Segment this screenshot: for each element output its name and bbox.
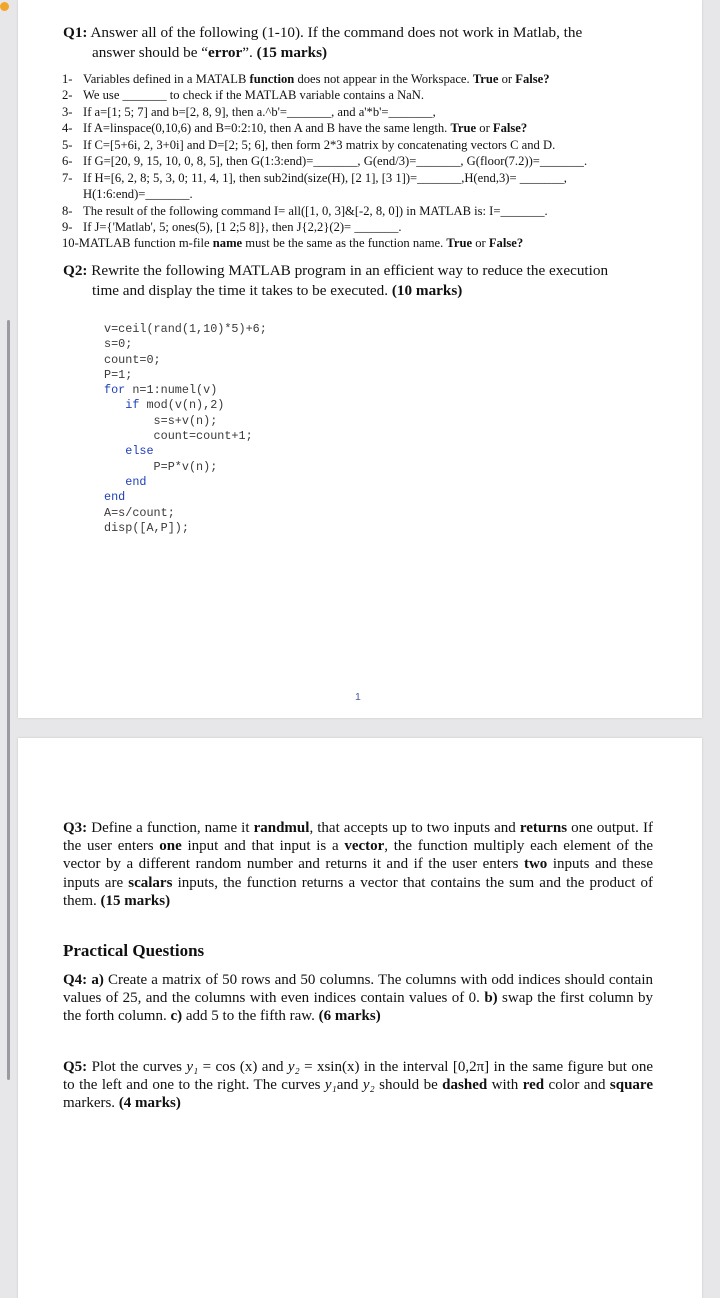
q1-marks: (15 marks) [256, 44, 328, 61]
q4-label: Q4: [63, 972, 88, 988]
item-text: The result of the following command I= all([1, 0, 3]&[-2, 8, 0]) in MATLAB is: I=_______. [83, 204, 548, 218]
q2-line1: Rewrite the following MATLAB program in an efficient way to reduce the execution [91, 262, 609, 279]
q3-text: one output. If the user enters [63, 820, 653, 855]
q3-text: input and that input is a [181, 838, 345, 855]
q1-line2-mid: ”. [242, 44, 257, 61]
code-line [104, 475, 147, 489]
item-number: 4- [62, 121, 73, 135]
code-line: A=s/count; [104, 505, 175, 520]
code-keyword: end [104, 490, 126, 505]
item-text: If C=[5+6i, 2, 3+0i] and D=[2; 5; 6], then form 2*3 matrix by concatenating vectors C and D. [83, 138, 556, 152]
q5-bold: dashed [442, 1077, 488, 1094]
item-text: We use _______ to check if the MATLAB variable contains a NaN. [83, 88, 425, 102]
q1-item-10 [62, 235, 523, 251]
page-number: 1 [355, 691, 361, 703]
q4-part-a: a) [87, 972, 104, 988]
q5-text: markers. [63, 1095, 119, 1112]
item-bold: function [249, 72, 295, 86]
q5-marks: (4 marks) [118, 1095, 181, 1112]
q5-math: y₁ [324, 1077, 337, 1094]
item-text: or [472, 236, 489, 250]
q5-math: = xsin(x) [299, 1059, 360, 1075]
q1-item-7 [62, 170, 567, 186]
q3-text: , that accepts up to two inputs and [309, 820, 520, 836]
item-bold: True [446, 236, 473, 250]
item-bold: False? [488, 236, 524, 250]
code-line: if mod(v(n),2) [125, 398, 225, 413]
q1-item-9 [62, 219, 402, 235]
q5-text: and [257, 1059, 288, 1075]
code-line: P=1; [104, 367, 133, 382]
q5-text: Plot the curves [87, 1059, 187, 1075]
q5-text: color and [544, 1077, 610, 1094]
item-bold: False? [492, 121, 528, 135]
code-line: for n=1:numel(v) [104, 383, 218, 398]
q5-math: y₁ [186, 1059, 199, 1075]
item-bold: True [472, 72, 499, 86]
q3-paragraph [63, 819, 653, 910]
item-text: If a=[1; 5; 7] and b=[2, 8, 9], then a.^b'=_______, and a'*b'=_______, [83, 105, 436, 119]
q1-item-2 [62, 87, 424, 103]
code-line [104, 490, 125, 504]
q4-part-b: b) [484, 990, 498, 1007]
practical-questions-heading: Practical Questions [63, 941, 205, 960]
q2-title [63, 261, 663, 301]
q1-label: Q1: [63, 24, 88, 41]
q5-text: in the same figure but one to the left and one to the right. The curves [63, 1059, 653, 1094]
item-text: Variables defined in a MATALB [83, 72, 250, 86]
q1-item-8 [62, 203, 548, 219]
q5-label: Q5: [63, 1059, 88, 1075]
code-line: disp([A,P]); [104, 520, 189, 535]
code-line: v=ceil(rand(1,10)*5)+6; [104, 322, 267, 336]
item-bold: True [450, 121, 477, 135]
q3-bold: returns [519, 820, 568, 836]
scrollbar[interactable] [7, 320, 10, 1080]
q5-text: with [487, 1077, 523, 1094]
item-number: 5- [62, 138, 73, 152]
q3-bold: one [159, 838, 182, 855]
code-line: P=P*v(n); [104, 459, 218, 474]
q2-marks: (10 marks) [391, 282, 463, 299]
q1-item-6 [62, 153, 587, 169]
q4-part-c: c) [170, 1008, 183, 1025]
item-text: If A=linspace(0,10,6) and B=0:2:10, then A and B have the same length. [83, 121, 451, 135]
item-number: 6- [62, 154, 73, 168]
q5-text: in the interval [359, 1059, 453, 1075]
code-line: count=count+1; [104, 429, 253, 444]
q3-text: inputs, the function returns a vector that contains the sum and the product of them. [63, 874, 653, 909]
q1-item-3 [62, 104, 436, 120]
q1-item-5 [62, 137, 555, 153]
scroll-indicator-dot [0, 2, 9, 11]
q3-marks: (15 marks) [100, 892, 171, 909]
q5-math: y₂ [287, 1059, 300, 1075]
q5-bold: red [522, 1077, 545, 1094]
code-keyword: if [125, 398, 140, 413]
q3-bold: vector [344, 838, 385, 855]
item-number: 3- [62, 105, 73, 119]
item-bold: name [212, 236, 243, 250]
code-line: s=0; [104, 337, 133, 352]
q1-line1: Answer all of the following (1-10). If the command does not work in Matlab, the [90, 24, 583, 41]
q5-bold: square [609, 1077, 653, 1094]
item-number: 8- [62, 204, 73, 218]
item-text: If H=[6, 2, 8; 5, 3, 0; 11, 4, 1], then sub2ind(size(H), [2 1], [3 1])=_______,H(end,3)= _______, [83, 171, 567, 185]
q3-text: Define a function, name it [87, 820, 254, 836]
item-number: 9- [62, 220, 73, 234]
code-line [104, 444, 154, 458]
q5-math: [0,2π] [452, 1059, 490, 1075]
q1-item-4 [62, 120, 527, 136]
q3-text: , the function multiply each element of the vector by a different random number and returns it and if the user enters [63, 838, 654, 873]
q4-paragraph [63, 971, 653, 1026]
item-text: does not appear in the Workspace. [294, 72, 473, 86]
q5-math: = cos (x) [198, 1059, 258, 1075]
item-text: or [498, 72, 516, 86]
code-line: s=s+v(n); [104, 413, 218, 428]
q5-text: should be [374, 1077, 443, 1094]
item-text: MATLAB function m-file [78, 236, 213, 250]
q5-paragraph [63, 1058, 653, 1113]
q1-item-7-cont [62, 186, 193, 202]
q3-text: inputs and these inputs are [63, 856, 653, 891]
q1-title [63, 23, 663, 63]
item-number: 1- [62, 72, 73, 86]
item-text: or [476, 121, 493, 135]
q2-line2: time and display the time it takes to be executed. [92, 282, 392, 299]
item-text: H(1:6:end)=_______. [83, 187, 193, 201]
q1-item-1 [62, 71, 550, 87]
q5-math: y₂ [362, 1077, 375, 1094]
item-text: If G=[20, 9, 15, 10, 0, 8, 5], then G(1:3:end)=_______, G(end/3)=_______, G(floor(7.2))=_______. [83, 154, 588, 168]
code-keyword: else [125, 444, 154, 459]
q3-bold: randmul [253, 820, 310, 836]
q5-text: and [336, 1077, 363, 1094]
item-text: If J={'Matlab', 5; ones(5), [1 2;5 8]}, then J{2,2}(2)= _______. [83, 220, 402, 234]
q4-text: Create a matrix of 50 rows and 50 columns. The columns with odd indices should contain values of 25, and the columns with even indices contain values of 0. [63, 972, 654, 1007]
code-keyword: for [104, 383, 126, 398]
q3-label: Q3: [63, 820, 88, 836]
q4-text: add 5 to the fifth raw. [182, 1008, 319, 1025]
q2-label: Q2: [63, 262, 88, 279]
item-number: 2- [62, 88, 73, 102]
item-number: 7- [62, 171, 73, 185]
q1-error-word: error [207, 44, 243, 61]
item-bold: False? [515, 72, 550, 86]
q3-bold: scalars [128, 874, 173, 891]
code-keyword: end [125, 474, 147, 489]
matlab-code-block [104, 322, 267, 536]
code-line: count=0; [104, 352, 161, 367]
q4-text: swap the first column by the forth column. [63, 990, 653, 1025]
q3-bold: two [523, 856, 548, 873]
item-text: must be the same as the function name. [242, 236, 447, 250]
item-number: 10- [62, 236, 79, 250]
q4-marks: (6 marks) [318, 1008, 381, 1025]
q1-line2-pre: answer should be “ [92, 44, 208, 61]
